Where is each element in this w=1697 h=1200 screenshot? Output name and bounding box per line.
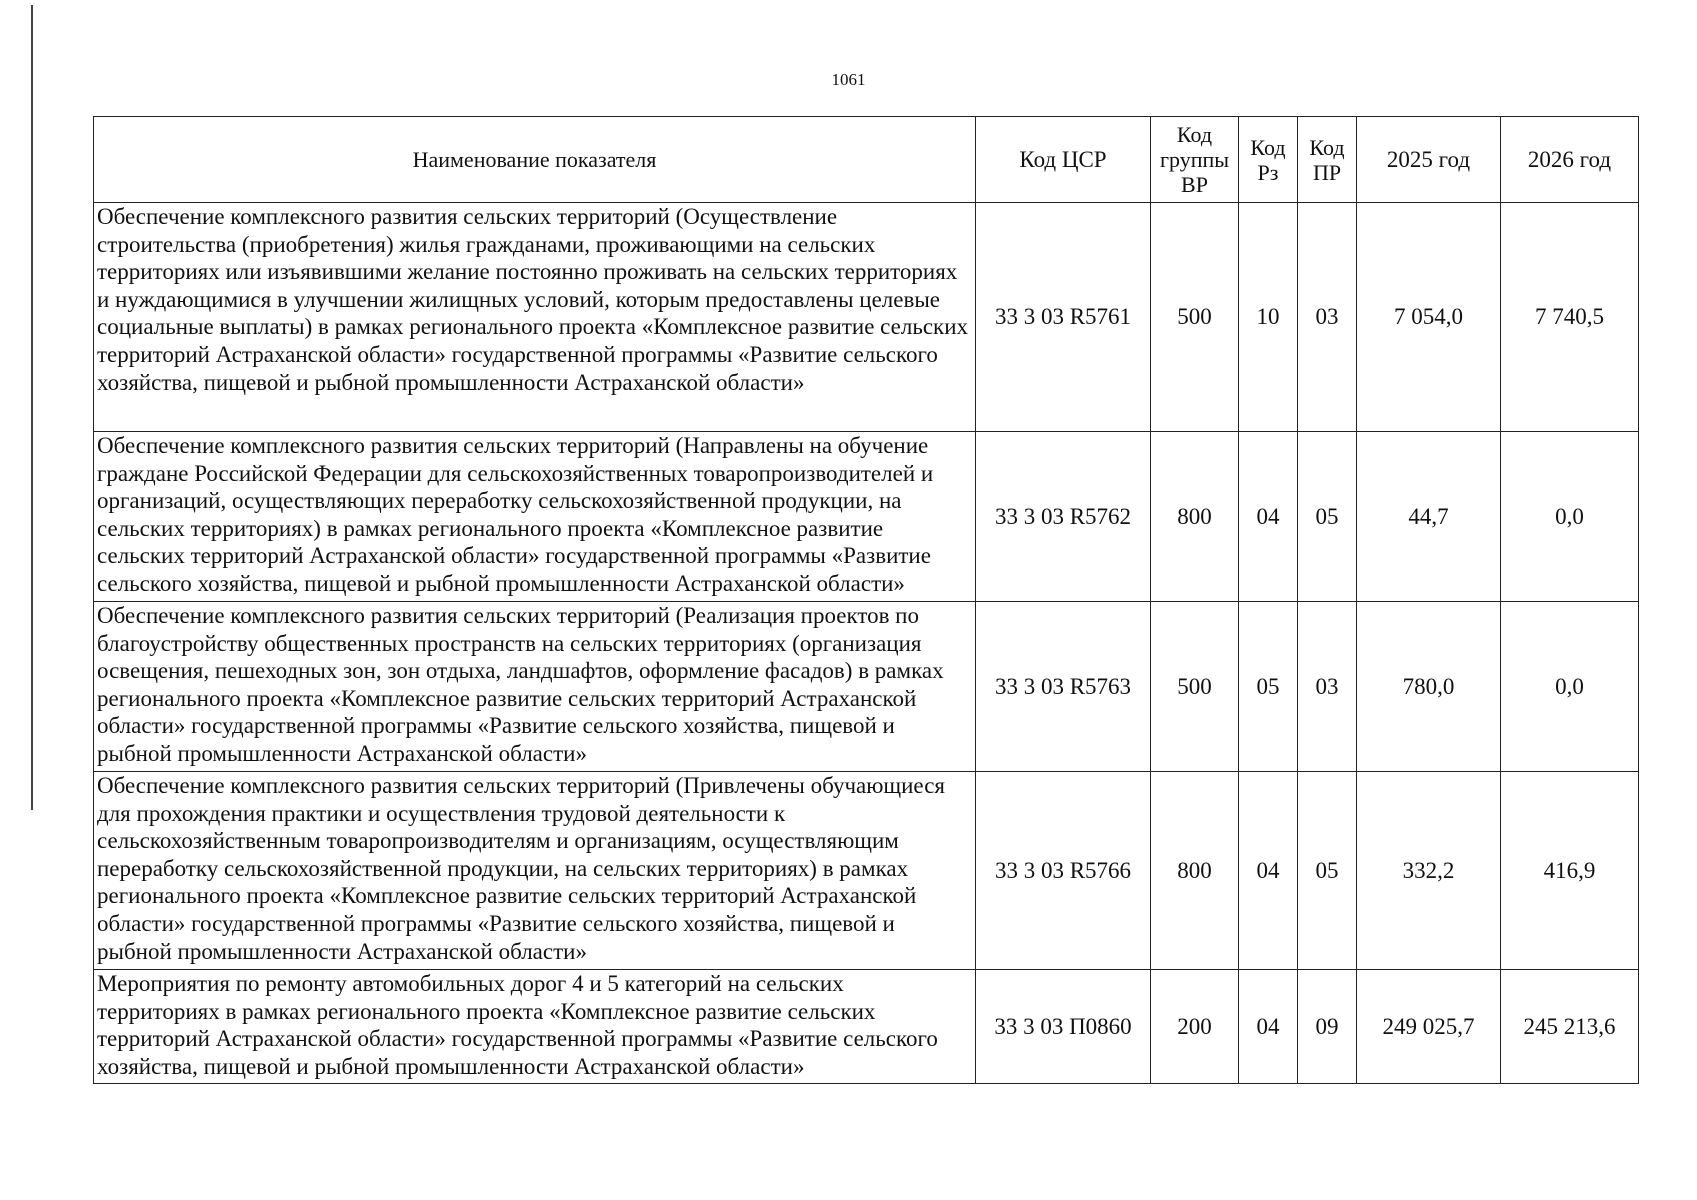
code-csr: 33 3 03 R5761 <box>976 203 1151 432</box>
table-row <box>94 432 1639 602</box>
code-vr: 200 <box>1151 970 1239 1084</box>
code-pr: 05 <box>1298 432 1357 602</box>
header-rz: Код Рз <box>1239 117 1298 203</box>
code-vr: 500 <box>1151 203 1239 432</box>
code-vr: 800 <box>1151 772 1239 970</box>
indicator-name: Обеспечение комплексного развития сельских территорий (Осуществление строительства (приобретения) жилья гражданами, проживающими на сельских территориях или изъявившими желание постоянно проживать на сельских территориях и нуждающимися в улучшении жилищных условий, которым предоставлены целевые социальные выплаты) в рамках регионального проекта «Комплексное развитие сельских территорий Астраханской области» государственной программы «Развитие сельского хозяйства, пищевой и рыбной промышленности Астраханской области» <box>94 203 976 432</box>
header-2025: 2025 год <box>1357 117 1501 203</box>
code-rz: 04 <box>1239 432 1298 602</box>
table-row <box>94 772 1639 970</box>
code-csr: 33 3 03 R5766 <box>976 772 1151 970</box>
amount-2026: 0,0 <box>1501 432 1639 602</box>
code-csr: 33 3 03 П0860 <box>976 970 1151 1084</box>
indicator-name: Обеспечение комплексного развития сельских территорий (Привлечены обучающиеся для прохождения практики и осуществления трудовой деятельности к сельскохозяйственным товаропроизводителям и организациям, осуществляющим переработку сельскохозяйственной продукции, на сельских территориях) в рамках регионального проекта «Комплексное развитие сельских территорий Астраханской области» государственной программы «Развитие сельского хозяйства, пищевой и рыбной промышленности Астраханской области» <box>94 772 976 970</box>
code-rz: 10 <box>1239 203 1298 432</box>
amount-2025: 249 025,7 <box>1357 970 1501 1084</box>
indicator-name: Мероприятия по ремонту автомобильных дорог 4 и 5 категорий на сельских территориях в рамках регионального проекта «Комплексное развитие сельских территорий Астраханской области» государственной программы «Развитие сельского хозяйства, пищевой и рыбной промышленности Астраханской области» <box>94 970 976 1084</box>
indicator-name: Обеспечение комплексного развития сельских территорий (Реализация проектов по благоустройству общественных пространств на сельских территориях (организация освещения, пешеходных зон, зон отдыха, ландшафтов, оформление фасадов) в рамках регионального проекта «Комплексное развитие сельских территорий Астраханской области» государственной программы «Развитие сельского хозяйства, пищевой и рыбной промышленности Астраханской области» <box>94 602 976 772</box>
amount-2026: 416,9 <box>1501 772 1639 970</box>
header-vr: Код группы ВР <box>1151 117 1239 203</box>
code-pr: 03 <box>1298 203 1357 432</box>
page-number: 1061 <box>831 70 866 89</box>
header-name: Наименование показателя <box>94 117 976 203</box>
amount-2025: 44,7 <box>1357 432 1501 602</box>
table-row <box>94 203 1639 432</box>
amount-2025: 332,2 <box>1357 772 1501 970</box>
code-vr: 800 <box>1151 432 1239 602</box>
code-csr: 33 3 03 R5762 <box>976 432 1151 602</box>
code-rz: 04 <box>1239 970 1298 1084</box>
code-vr: 500 <box>1151 602 1239 772</box>
header-2026: 2026 год <box>1501 117 1639 203</box>
code-rz: 04 <box>1239 772 1298 970</box>
amount-2025: 780,0 <box>1357 602 1501 772</box>
amount-2026: 0,0 <box>1501 602 1639 772</box>
header-csr: Код ЦСР <box>976 117 1151 203</box>
budget-table <box>93 116 1639 1084</box>
code-pr: 05 <box>1298 772 1357 970</box>
scan-edge-line <box>31 5 33 810</box>
code-rz: 05 <box>1239 602 1298 772</box>
code-pr: 09 <box>1298 970 1357 1084</box>
amount-2026: 245 213,6 <box>1501 970 1639 1084</box>
table-row <box>94 602 1639 772</box>
indicator-name: Обеспечение комплексного развития сельских территорий (Направлены на обучение граждане Российской Федерации для сельскохозяйственных товаропроизводителей и организаций, осуществляющих переработку сельскохозяйственной продукции, на сельских территориях) в рамках регионального проекта «Комплексное развитие сельских территорий Астраханской области» государственной программы «Развитие сельского хозяйства, пищевой и рыбной промышленности Астраханской области» <box>94 432 976 602</box>
table-row <box>94 970 1639 1084</box>
code-pr: 03 <box>1298 602 1357 772</box>
header-pr: Код ПР <box>1298 117 1357 203</box>
code-csr: 33 3 03 R5763 <box>976 602 1151 772</box>
amount-2026: 7 740,5 <box>1501 203 1639 432</box>
amount-2025: 7 054,0 <box>1357 203 1501 432</box>
table-header-row <box>94 117 1639 203</box>
